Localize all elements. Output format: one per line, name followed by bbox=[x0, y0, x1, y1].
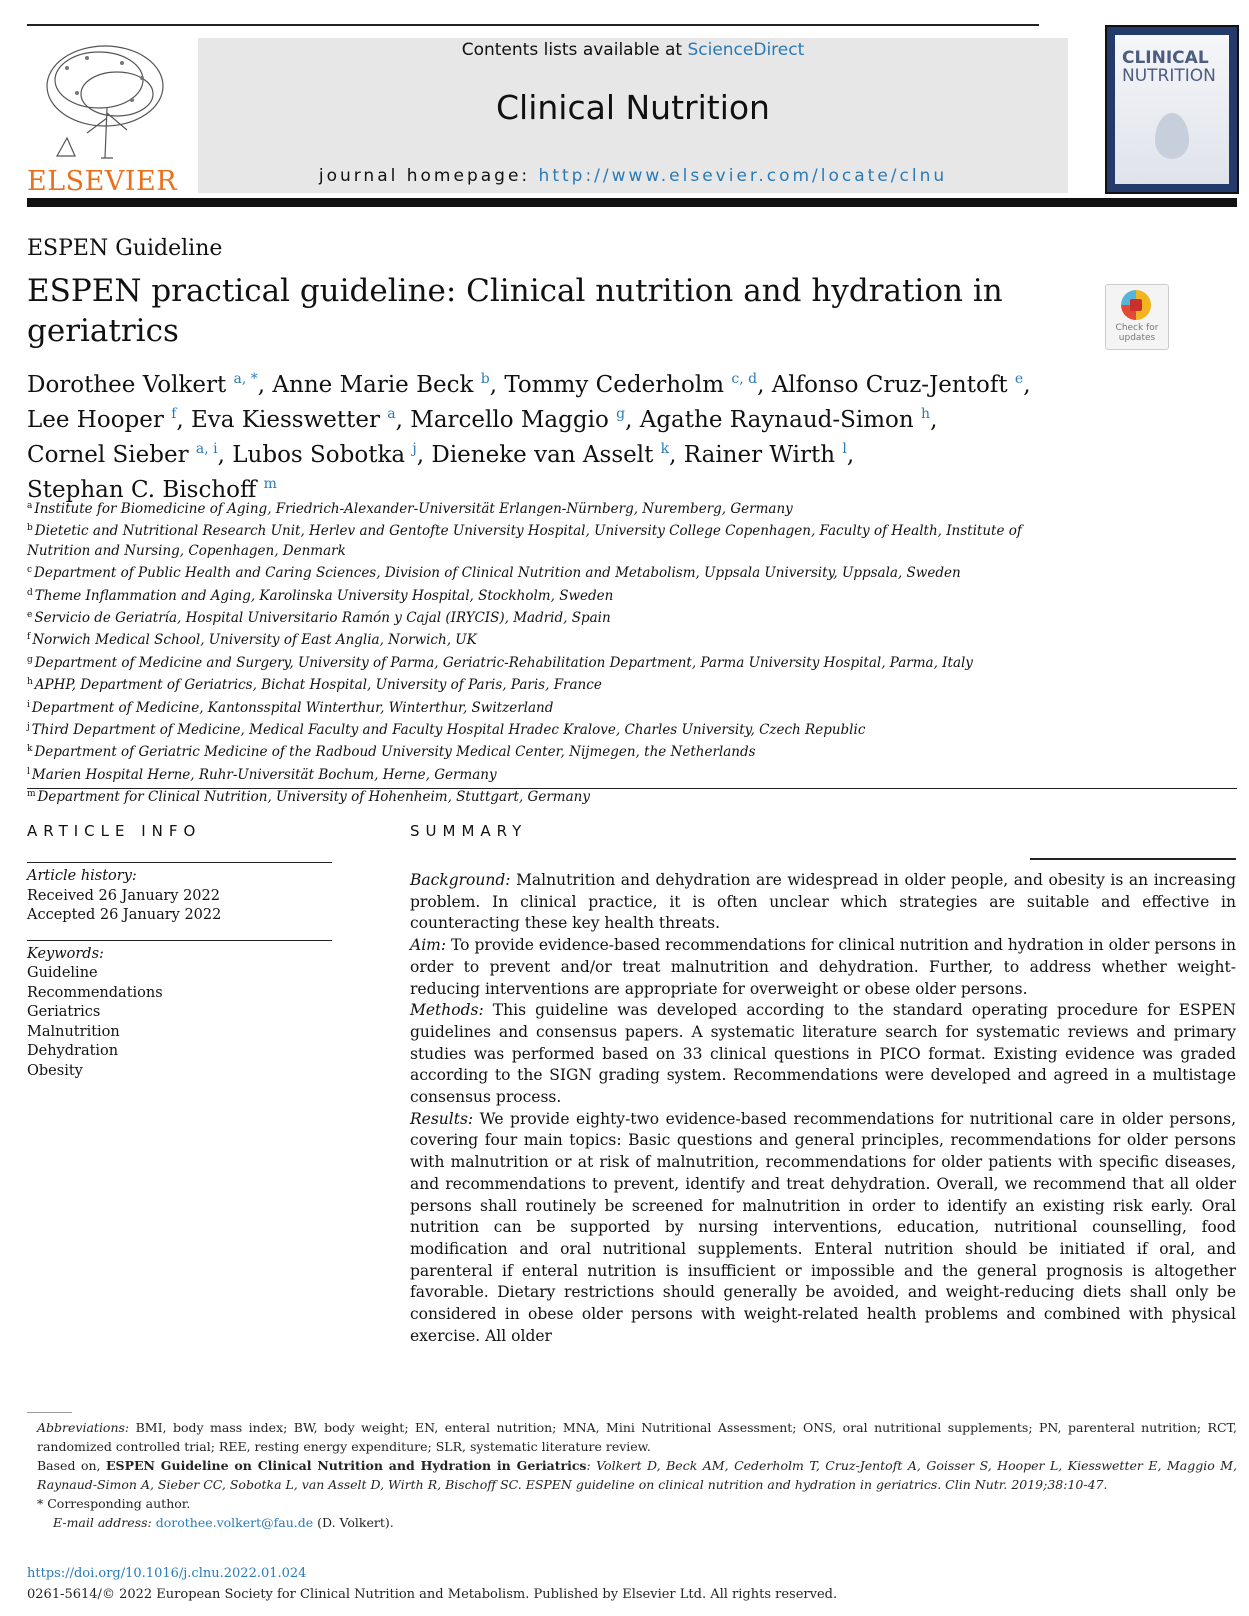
homepage-line bbox=[198, 166, 1068, 186]
author[interactable]: Lee Hooper $^f$ bbox=[27, 406, 177, 433]
summary-aim: Aim: To provide evidence-based recommendations for clinical nutrition and hydration in older persons in order to prevent and/or treat malnutrition and dehydration. Further, to address whether weight-reducing interventions are appropriate for overweight or obese older persons. bbox=[410, 936, 1236, 998]
accepted-date: Accepted 26 January 2022 bbox=[27, 907, 222, 923]
keyword[interactable]: Malnutrition bbox=[27, 1023, 120, 1040]
summary-results: Results: We provide eighty-two evidence-based recommendations for nutritional care in older persons, covering four main topics: Basic questions and general principles, recommendations for older persons with malnutrition or at risk of malnutrition, recommendations for older patients with specific diseases, and recommendations to prevent, identify and treat dehydration. Overall, we recommend that all older persons shall routinely be screened for malnutrition in order to identify an existing risk early. Oral nutrition can be supported by nursing interventions, education, nutritional counselling, food modification and oral nutritional supplements. Enteral nutrition should be initiated if oral, and parenteral if enteral nutrition is insufficient or impossible and the general prognosis is altogether favorable. Dietary restrictions should generally be avoided, and weight-reducing diets shall only be considered in obese older persons with weight-related health problems and combined with physical exercise. All older bbox=[410, 1109, 1236, 1345]
keyword[interactable]: Guideline bbox=[27, 965, 98, 981]
homepage-link[interactable]: http://www.elsevier.com/locate/clnu bbox=[538, 166, 948, 186]
author[interactable]: Cornel Sieber $^{a, i}$ bbox=[27, 441, 218, 468]
header-thick-rule bbox=[27, 198, 1237, 207]
article-title: ESPEN practical guideline: Clinical nutrition and hydration in geriatrics bbox=[27, 273, 1003, 349]
elsevier-logo[interactable] bbox=[27, 38, 178, 198]
summary-background: Background: Malnutrition and dehydration are widespread in older people, and obesity is an increasing problem. In clinical practice, it is often unclear which strategies are suitable and effective in counteracting these key health threats. bbox=[410, 871, 1236, 933]
bookmark-icon bbox=[1130, 299, 1142, 311]
author[interactable]: Agathe Raynaud-Simon $^h$ bbox=[639, 406, 931, 433]
journal-name[interactable]: Clinical Nutrition bbox=[496, 88, 770, 127]
history-label: Article history: bbox=[27, 868, 137, 884]
section-divider bbox=[27, 788, 1237, 789]
homepage-label: journal homepage: bbox=[318, 166, 539, 186]
check-for-updates-button[interactable] bbox=[1105, 284, 1169, 350]
cover-title bbox=[1122, 49, 1216, 85]
summary-methods: Methods: This guideline was developed according to the standard operating procedure for ESPEN guidelines and consensus papers. A systematic literature search for systematic reviews and primary studies was performed based on 33 clinical questions in PICO format. Existing evidence was graded according to the SIGN grading system. Recommendations were developed and agreed in a multistage consensus process. bbox=[410, 1001, 1236, 1107]
keyword[interactable]: Dehydration bbox=[27, 1043, 119, 1059]
author[interactable]: Dieneke van Asselt $^k$ bbox=[431, 441, 670, 468]
summary-rule bbox=[1030, 858, 1236, 860]
affiliation: $^i$ Department of Medicine, Kantonsspital Winterthur, Winterthur, Switzerland bbox=[27, 699, 554, 716]
affiliation: $^b$ Dietetic and Nutritional Research Unit, Herlev and Gentofte University Hospital, University College Copenhagen, Faculty of Health, Institute of Nutrition and Nursing, Copenhagen, Denmark bbox=[27, 523, 1022, 559]
affiliation: $^c$ Department of Public Health and Caring Sciences, Division of Clinical Nutrition and Metabolism, Uppsala University, Uppsala, Sweden bbox=[27, 565, 961, 582]
sciencedirect-link[interactable]: ScienceDirect bbox=[687, 40, 805, 60]
doi-link[interactable]: https://doi.org/10.1016/j.clnu.2022.01.024 bbox=[27, 1566, 307, 1581]
author[interactable]: Marcello Maggio $^g$ bbox=[410, 406, 626, 433]
footnotes bbox=[27, 1418, 1237, 1532]
cover-page bbox=[1115, 35, 1229, 184]
journal-cover[interactable] bbox=[1105, 25, 1239, 194]
received-date: Received 26 January 2022 bbox=[27, 887, 220, 904]
author[interactable]: Tommy Cederholm $^{c, d}$ bbox=[504, 371, 758, 398]
affiliation: $^e$ Servicio de Geriatría, Hospital Universitario Ramón y Cajal (IRYCIS), Madrid, Spain bbox=[27, 610, 611, 627]
affiliation: $^m$ Department for Clinical Nutrition, University of Hohenheim, Stuttgart, Germany bbox=[27, 789, 590, 806]
footnote-rule bbox=[27, 1412, 72, 1413]
cover-title-line1: CLINICAL bbox=[1122, 48, 1209, 68]
article-type: ESPEN Guideline bbox=[27, 236, 223, 261]
affiliation: $^f$ Norwich Medical School, University of East Anglia, Norwich, UK bbox=[27, 632, 477, 649]
contents-prefix: Contents lists available at bbox=[461, 40, 688, 60]
copyright-line: 0261-5614/© 2022 European Society for Clinical Nutrition and Metabolism. Published by Elsevier Ltd. All rights reserved. bbox=[27, 1587, 838, 1602]
top-rule bbox=[27, 24, 1039, 26]
keyword[interactable]: Recommendations bbox=[27, 984, 163, 1001]
affiliation: $^d$ Theme Inflammation and Aging, Karolinska University Hospital, Stockholm, Sweden bbox=[27, 587, 614, 604]
affiliation: $^l$ Marien Hospital Herne, Ruhr-Universität Bochum, Herne, Germany bbox=[27, 766, 497, 783]
affiliation: $^j$ Third Department of Medicine, Medical Faculty and Faculty Hospital Hradec Kralove, Charles University, Czech Republic bbox=[27, 722, 866, 739]
cover-drop-icon bbox=[1155, 113, 1189, 159]
cover-title-line2: NUTRITION bbox=[1122, 66, 1216, 86]
based-on-title[interactable]: ESPEN Guideline on Clinical Nutrition and Hydration in Geriatrics bbox=[106, 1458, 587, 1473]
author-list: Dorothee Volkert $^{a, *}$, Anne Marie Beck $^b$, Tommy Cederholm $^{c, d}$, Alfonso Cruz-Jentoft $^e$, Lee Hooper $^f$, Eva Kiesswetter $^a$, Marcello Maggio $^g$, Agathe Raynaud-Simon $^h$, Cornel Sieber $^{a, i}$, Lubos Sobotka $^j$, Dieneke van Asselt $^k$, Rainer Wirth $^l$, Stephan C. Bischoff $^m$ bbox=[27, 371, 1031, 503]
author[interactable]: Eva Kiesswetter $^a$ bbox=[191, 406, 396, 433]
elsevier-tree-icon bbox=[27, 38, 172, 168]
author[interactable]: Rainer Wirth $^l$ bbox=[683, 441, 847, 468]
affiliation: $^h$ APHP, Department of Geriatrics, Bichat Hospital, University of Paris, Paris, France bbox=[27, 677, 602, 694]
check-for-updates-icon bbox=[1121, 290, 1151, 320]
affiliation: $^g$ Department of Medicine and Surgery, University of Parma, Geriatric-Rehabilitation Department, Parma University Hospital, Parma, Italy bbox=[27, 654, 973, 671]
author[interactable]: Anne Marie Beck $^b$ bbox=[272, 371, 490, 398]
affiliation: $^a$ Institute for Biomedicine of Aging, Friedrich-Alexander-Universität Erlangen-Nürnberg, Nuremberg, Germany bbox=[27, 501, 793, 517]
keyword[interactable]: Obesity bbox=[27, 1062, 83, 1079]
author[interactable]: Dorothee Volkert $^{a, *}$ bbox=[27, 371, 258, 398]
author[interactable]: Lubos Sobotka $^j$ bbox=[232, 441, 417, 468]
author[interactable]: Stephan C. Bischoff $^m$ bbox=[27, 476, 277, 503]
summary-heading: SUMMARY bbox=[410, 822, 528, 840]
article-info-heading: ARTICLE INFO bbox=[27, 822, 202, 840]
author[interactable]: Alfonso Cruz-Jentoft $^e$ bbox=[771, 371, 1024, 398]
corresponding-author-note: * Corresponding author. bbox=[37, 1496, 191, 1511]
summary-abstract bbox=[410, 870, 1236, 1347]
info-rule bbox=[27, 862, 332, 863]
abbreviations-note: Abbreviations: BMI, body mass index; BW, body weight; EN, enteral nutrition; MNA, Mini Nutritional Assessment; ONS, oral nutritional supplements; PN, parenteral nutrition; RCT, randomized controlled trial; REE, resting energy expenditure; SLR, systematic literature review. bbox=[37, 1420, 1237, 1454]
affiliation-list bbox=[27, 497, 1047, 808]
article-info bbox=[27, 862, 332, 1081]
check-for-updates-label: Check for updates bbox=[1115, 323, 1159, 343]
email-link[interactable]: dorothee.volkert@fau.de bbox=[155, 1515, 314, 1530]
elsevier-wordmark: ELSEVIER bbox=[27, 166, 178, 197]
keyword[interactable]: Geriatrics bbox=[27, 1004, 101, 1020]
journal-header bbox=[198, 38, 1068, 193]
affiliation: $^k$ Department of Geriatric Medicine of the Radboud University Medical Center, Nijmegen, the Netherlands bbox=[27, 744, 756, 761]
info-rule bbox=[27, 940, 332, 941]
email-note: E-mail address: dorothee.volkert@fau.de (D. Volkert). bbox=[53, 1515, 394, 1530]
based-on-note: Based on, ESPEN Guideline on Clinical Nutrition and Hydration in Geriatrics: Volkert D, Beck AM, Cederholm T, Cruz-Jentoft A, Goisser S, Hooper L, Kiesswetter E, Maggio M, Raynaud-Simon A, Sieber CC, Sobotka L, van Asselt D, Wirth R, Bischoff SC. ESPEN guideline on clinical nutrition and hydration in geriatrics. Clin Nutr. 2019;38:10-47. bbox=[37, 1458, 1238, 1492]
keywords-label: Keywords: bbox=[27, 945, 104, 962]
contents-line bbox=[198, 40, 1068, 60]
